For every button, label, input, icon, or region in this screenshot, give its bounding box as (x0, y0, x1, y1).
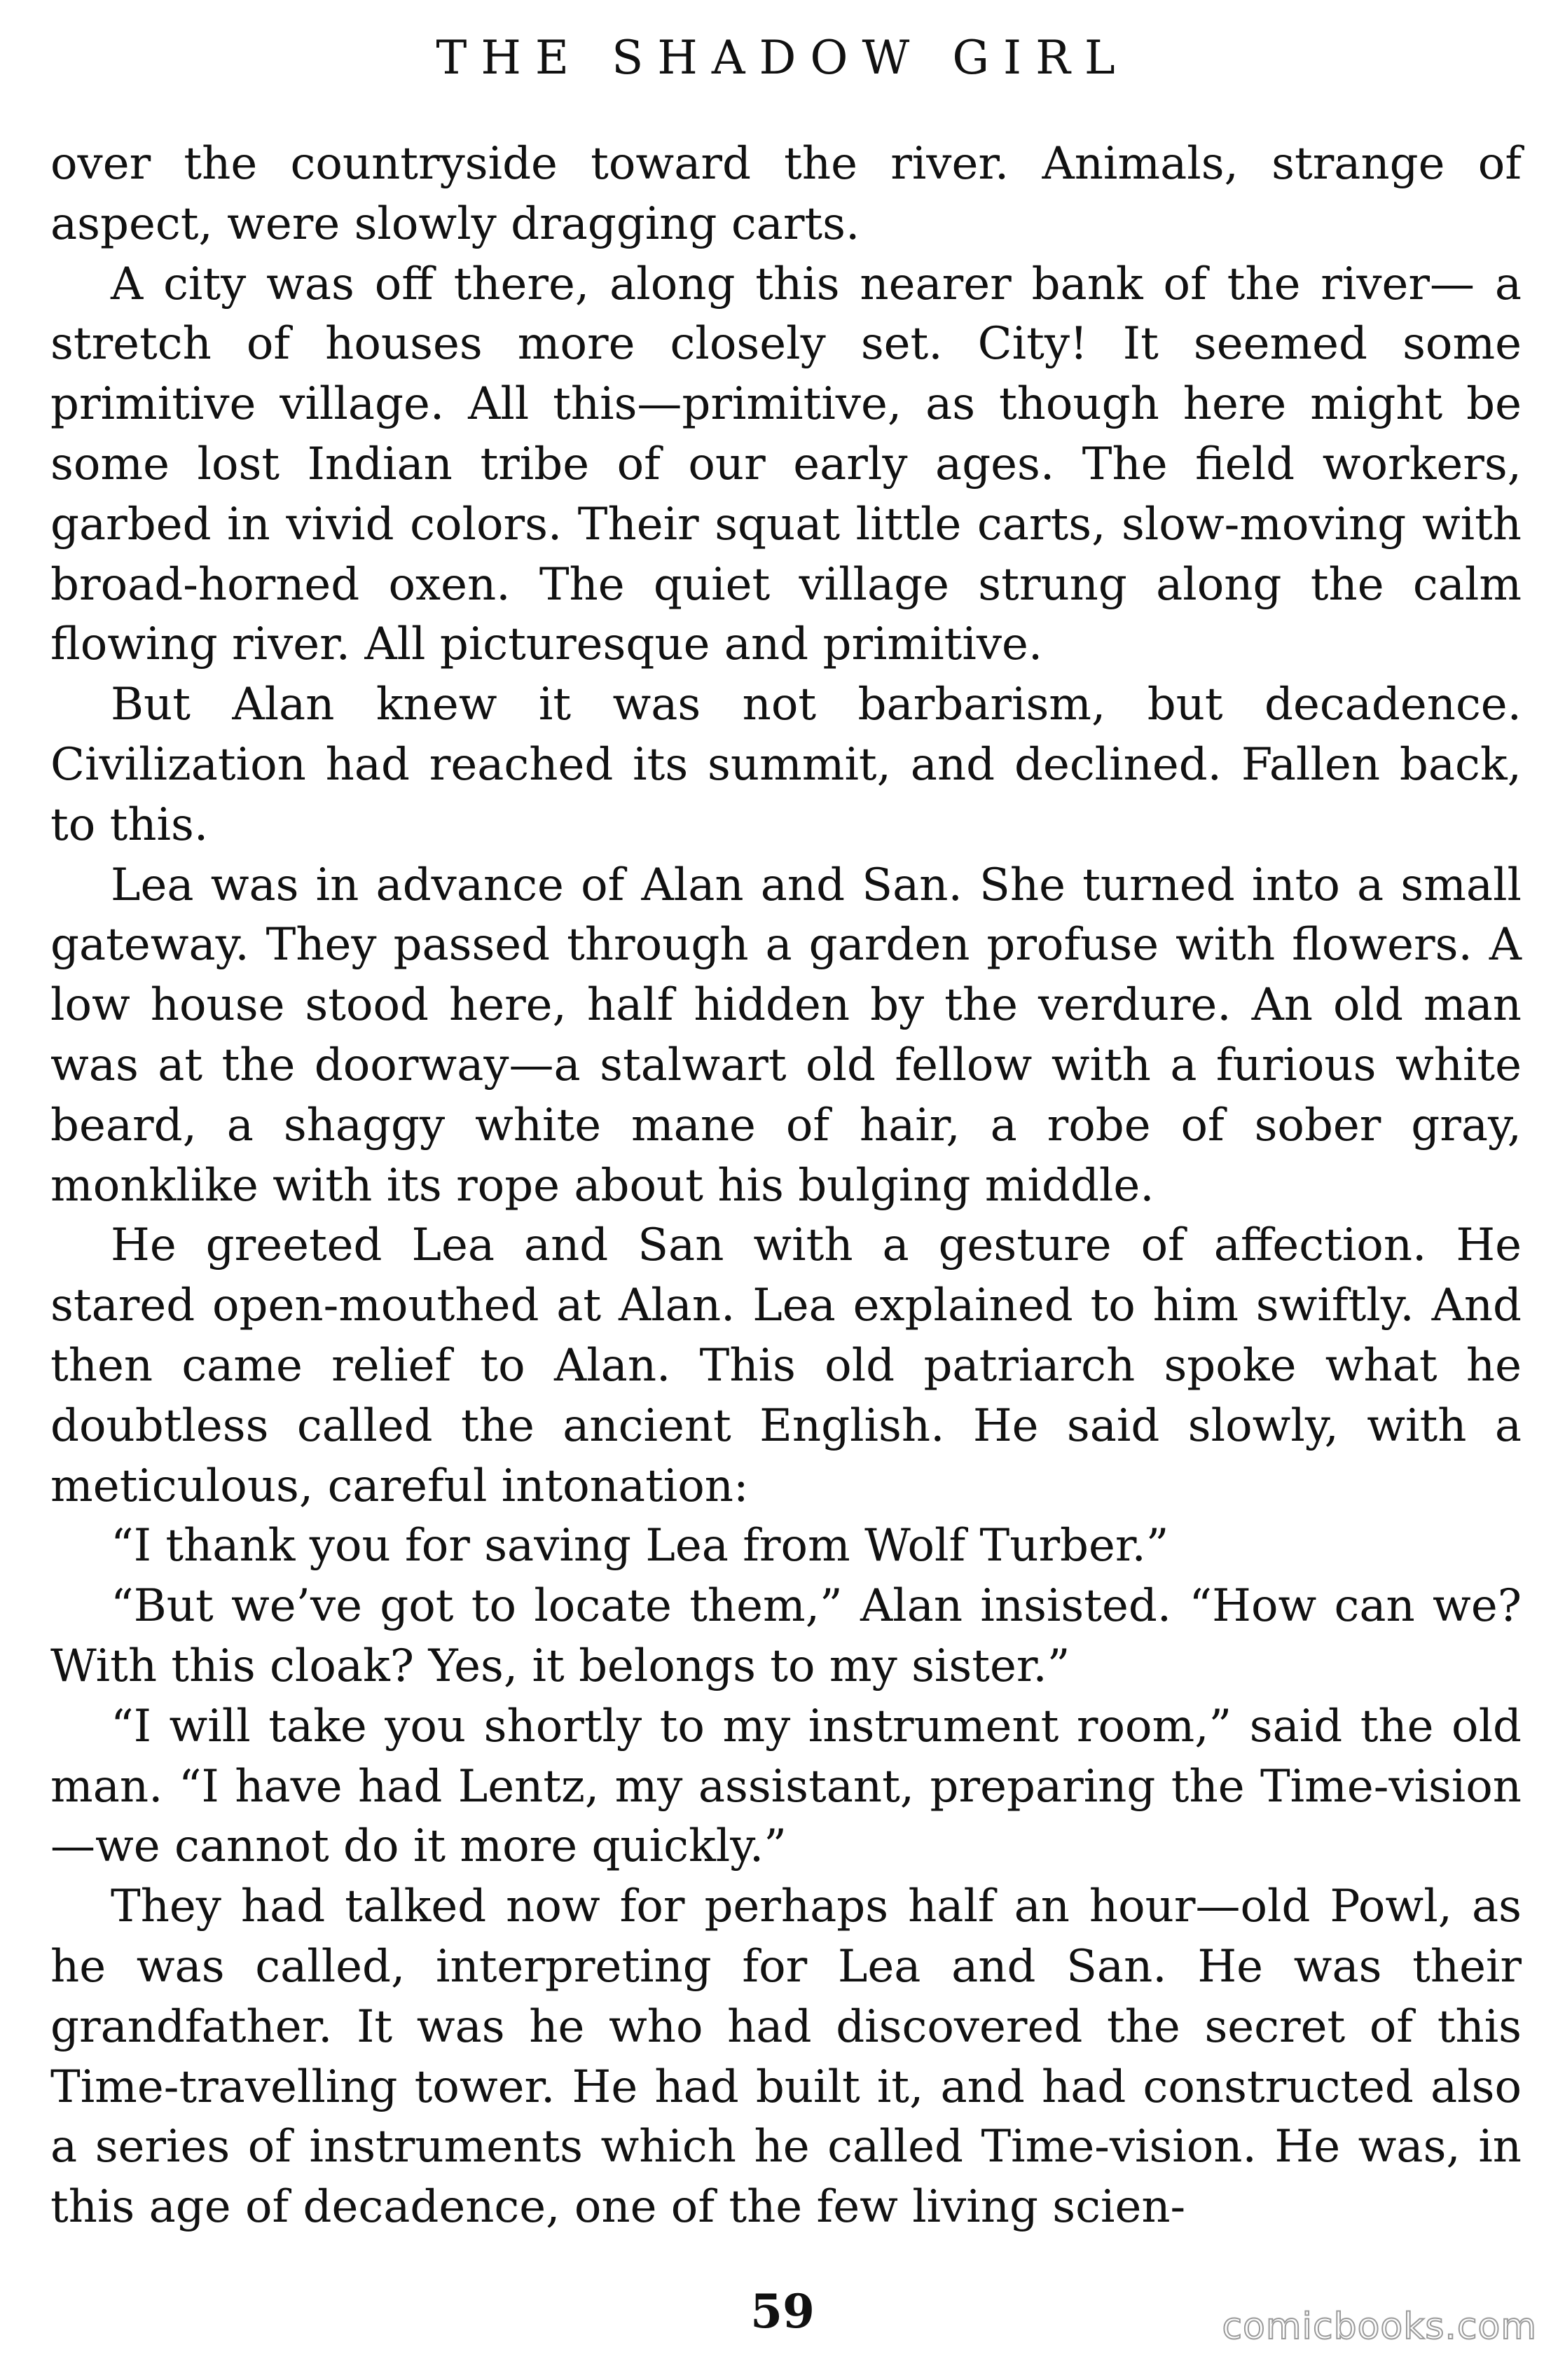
paragraph: “I will take you shortly to my instrument room,” said the old man. “I have had Lentz, my assistant, preparing the Time-vision—we cannot do it more quickly.” (50, 1700, 1522, 1873)
watermark: comicbooks.com (1222, 2306, 1537, 2348)
paragraph: A city was off there, along this nearer bank of the river— a stretch of houses more closely set. City! It seemed some primitive village. All this—primitive, as though here might be some lost Indian tribe of our early ages. The field workers, garbed in vivid colors. Their squat little carts, slow-moving with broad-horned oxen. The quiet village strung along the calm flowing river. All picturesque and primitive. (50, 258, 1522, 671)
paragraph: over the countryside toward the river. Animals, strange of aspect, were slowly dragging carts. (50, 138, 1522, 250)
paragraph: He greeted Lea and San with a gesture of affection. He stared open-mouthed at Alan. Lea explained to him swiftly. And then came relief to Alan. This old patriarch spoke what he doubtless called the ancient English. He said slowly, with a meticulous, careful intonation: (50, 1219, 1522, 1512)
paragraph: “But we’ve got to locate them,” Alan insisted. “How can we? With this cloak? Yes, it belongs to my sister.” (50, 1580, 1522, 1692)
body-text (50, 134, 1522, 2238)
running-head: THE SHADOW GIRL (436, 31, 1129, 85)
paragraph: But Alan knew it was not barbarism, but decadence. Civilization had reached its summit, and declined. Fallen back, to this. (50, 679, 1522, 851)
page-number: 59 (750, 2284, 815, 2339)
paragraph: They had talked now for perhaps half an hour—old Powl, as he was called, interpreting for Lea and San. He was their grandfather. It was he who had discovered the secret of this Time-travelling tower. He had built it, and had constructed also a series of instruments which he called Time-vision. He was, in this age of decadence, one of the few living scien- (50, 1881, 1522, 2234)
paragraph: “I thank you for saving Lea from Wolf Turber.” (111, 1520, 1169, 1572)
paragraph: Lea was in advance of Alan and San. She turned into a small gateway. They passed through a garden profuse with flowers. A low house stood here, half hidden by the verdure. An old man was at the doorway—a stalwart old fellow with a furious white beard, a shaggy white mane of hair, a robe of sober gray, monklike with its rope about his bulging middle. (50, 859, 1522, 1212)
